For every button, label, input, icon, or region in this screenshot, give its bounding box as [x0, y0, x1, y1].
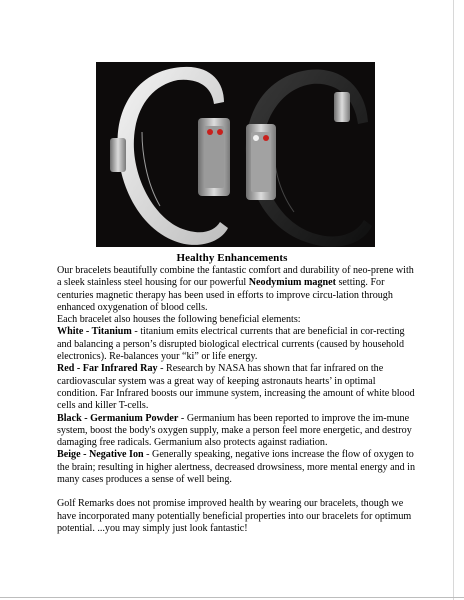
element-label: White - Titanium — [57, 326, 132, 338]
element-titanium — [57, 326, 417, 363]
element-negative-ion — [57, 449, 417, 486]
intro-text-end: setting. For centuries magnetic therapy has been used in efforts to improve circu-lation through enhanced oxygenation of blood cells. — [57, 277, 393, 313]
element-text: - titanium emits electrical currents that are beneficial in cor-recting and balancing a person’s disrupted biological electrical currents (caused by household electronics). Re-balances your “ki” or life energy. — [57, 326, 405, 363]
article-body — [57, 265, 417, 535]
bracelets-photo — [96, 62, 375, 247]
page-title: Healthy Enhancements — [176, 252, 288, 264]
element-label: Red - Far Infrared Ray — [57, 363, 158, 375]
page-edge-bottom — [0, 597, 464, 598]
element-label: Beige - Negative Ion — [57, 449, 144, 461]
bracelets-illustration — [96, 62, 375, 247]
element-text: - Research by NASA has shown that far infrared on the cardiovascular system was a great way of keeping astronauts hearts’ in optimal condition. Far Infrared boosts our immune system, increasing the amount of white blood cells and killer T-cells. — [57, 363, 415, 412]
element-label: Black - Germanium Powder — [57, 412, 179, 424]
intro-text: Our bracelets beautifully combine the fantastic comfort and durability of neo-prene with a sleek stainless steel housing for our powerful — [57, 265, 414, 289]
intro-bold-term: Neodymium magnet — [248, 277, 336, 289]
closing-paragraph: Golf Remarks does not promise improved health by wearing our bracelets, though we have incorporated many potentially beneficial properties into our bracelets for optimum potential. ...you may simply just look fantastic! — [57, 498, 412, 534]
page-edge-right — [453, 0, 454, 600]
intro-paragraph — [57, 265, 417, 314]
element-germanium — [57, 413, 417, 450]
element-text: - Generally speaking, negative ions increase the flow of oxygen to the brain; resulting in higher alertness, decreased drowsiness, more mental energy and in many cases produces a sense of well being. — [57, 449, 416, 486]
element-text: - Germanium has been reported to improve the im-mune system, boost the body's oxygen supply, make a person feel more energetic, and destroy damaging free radicals. Germanium also protects against radiation. — [57, 412, 412, 449]
element-far-infrared — [57, 363, 417, 412]
elements-intro: Each bracelet also houses the following beneficial elements: — [57, 314, 301, 326]
paragraph-gap — [57, 486, 417, 498]
